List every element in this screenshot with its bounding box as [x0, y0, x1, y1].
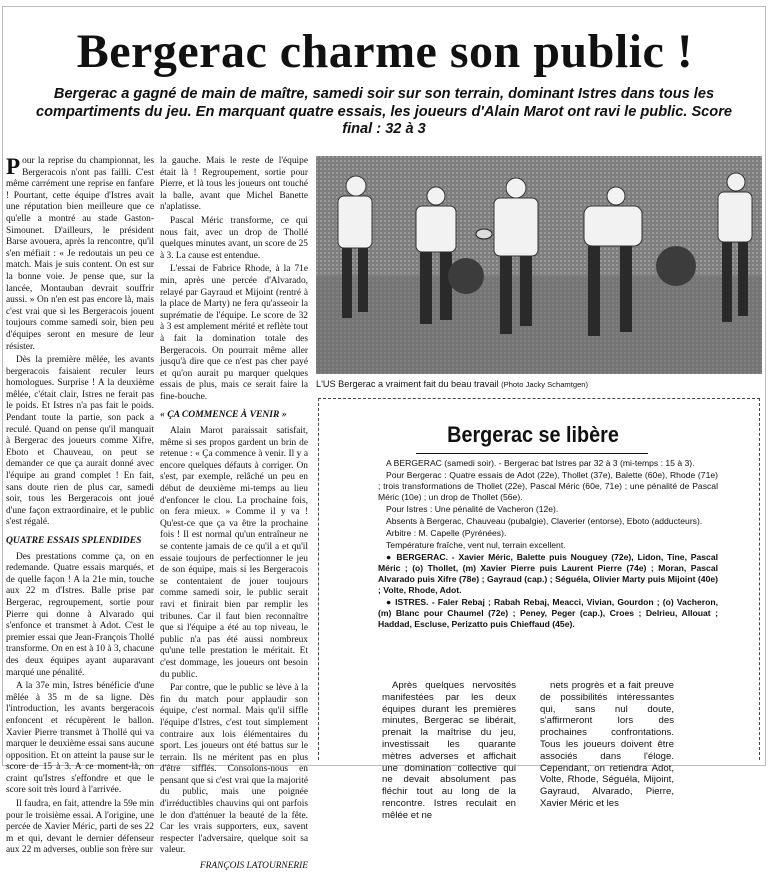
bergerac-lineup-text: Xavier Méric, Balette puis Nouguey (72e), Lidon, Tine, Pascal Méric ; (o) Thollet, (m) Xavier Pierre puis Laurent Pierre (74e) ; Moran, Pascal Alvarado puis Xifre (78e) ; Gayraud (cap.) ; Séguéla, Olivier Marty puis Mijoint (40e) ; Volte, Rhode, Adot.: [378, 552, 718, 595]
box-right-border: [759, 398, 760, 760]
subheading: QUATRE ESSAIS SPLENDIDES: [6, 535, 142, 546]
article-paragraph: Dès la première mêlée, les avants bergeracois faisaient reculer leurs homologues. Surprise ! A la deuxième mêlée, c'était clair, Istres ne ferait pas le poids. Et Istres n'a pas fait le poids. Pendant toute la partie, son pack a reculé. Quand on pense qu'il manquait à Bergerac des joueurs comme Xifre, Eboto et Chauveau, on peut se demander ce que ça aurait donné avec l'équipe au grand complet ! En fait, sans doute rien de plus car, samedi soir, tous les Bergeracois ont joué d'une façon extraordinaire, et le public s'est régalé.: [6, 355, 154, 528]
referee: Arbitre : M. Capelle (Pyrénées).: [386, 528, 507, 538]
istres-lineup-text: Faler Rebaj ; Rabah Rebaj, Meacci, Vivian, Gourdon ; (o) Vacheron, (m) Blanc pour Chaumel (72e) ; Peney, Peger (cap.), Croes ; Delrieu, Allouat ; Haddad, Escluse, Perizatto puis Chieffaud (45e).: [378, 597, 718, 629]
rugby-players-image: [316, 156, 762, 374]
box-paragraph: nets progrès et a fait preuve de possibilités intéressantes qui, sans nul doute, s'affirmeront lors des prochaines confrontations. Tous les joueurs doivent être associés dans l'éloge. Cependant, on retiendra Adot, Volte, Rhode, Séguéla, Mijoint, Gayraud, Alvarado, Pierre, Xavier Méric et les: [540, 680, 674, 809]
box-column-left: [382, 680, 516, 821]
box-top-border: [318, 398, 760, 399]
box-left-border: [318, 398, 319, 760]
istres-lineup: [378, 597, 718, 630]
bergerac-lineup-lead: ● BERGERAC. -: [386, 552, 455, 562]
article-paragraph: Pascal Méric transforme, ce qui nous fait, avec un drop de Thollé quelques minutes avant, un score de 25 à 3. La cause est entendue.: [160, 215, 308, 261]
conditions: Température fraîche, vent nul, terrain excellent.: [386, 540, 566, 550]
article-paragraph: Il faudra, en fait, attendre la 59e min pour le troisième essai. A l'origine, une percée de Xavier Méric, parti de ses 22 m et qui, devant le dernier défenseur aux 22 m adverses, oublie son frère sur: [6, 799, 154, 856]
headline: Bergerac charme son public !: [76, 25, 694, 78]
article-paragraph: la gauche. Mais le reste de l'équipe était là ! Regroupement, sortie pour Pierre, et là tous les joueurs ont touché la balle, avant que Michel Banette n'aplatisse.: [160, 156, 308, 213]
istres-scorers: Pour Istres : Une pénalité de Vacheron (12e).: [386, 504, 559, 514]
subheading: « ÇA COMMENCE À VENIR »: [160, 409, 287, 421]
photo-caption: [316, 378, 762, 392]
article-column-2: [160, 156, 308, 872]
article-paragraph: L'essai de Fabrice Rhode, à la 71e min, après une percée d'Alvarado, relayé par Gayraud et Mijoint (rentré à la place de Marty) ne fera qu'asseoir la suprématie de l'équipe. Le score de 32 à 3 est amplement mérité et reflète tout à fait la domination totale des Bergeracois. On pourrait même aller jusqu'à dire que ce n'est pas cher payé et qu'on aurait pu marquer quelques essais de plus, mais ce serait faire la fine-bouche.: [160, 264, 308, 402]
photo-credit: (Photo Jacky Schamtgen): [501, 380, 589, 389]
deck: Bergerac a gagné de main de maître, samedi soir sur son terrain, dominant Istres dans tous les compartiments du jeu. En marquant quatre essais, les joueurs d'Alain Marot ont ravi le public. Score final : 32 à 3: [35, 86, 733, 137]
box-title: Bergerac se libère: [447, 422, 619, 447]
article-paragraph: A la 37e min, Istres bénéficie d'une mêlée à 35 m de sa ligne. Dès l'introduction, les avants bergeracois enfoncent et récupèrent le ballon. Xavier Pierre transmet à Thollé qui va marquer le deuxième essai sans aucune opposition. Et on atteint la pause sur le score de 15 à 3. A ce moment-là, on craint qu'Istres s'effondre et que le score soit très lourd à l'arrivée.: [6, 681, 154, 796]
author-signature: FRANÇOIS LATOURNERIE: [199, 861, 308, 872]
article-column-1: [6, 154, 154, 856]
match-report-box: [318, 398, 760, 821]
bergerac-lineup: [378, 552, 718, 596]
bergerac-scorers: Pour Bergerac : Quatre essais de Adot (22e), Thollet (37e), Balette (60e), Rhode (71e) ; trois transformations de Thollet (22e), Pascal Méric (60e, 71e) ; une pénalité de Pascal Méric (10e) ; un drop de Thollet (56e).: [378, 470, 718, 502]
box-title-underline: [416, 453, 648, 454]
result-line: A BERGERAC (samedi soir). - Bergerac bat Istres par 32 à 3 (mi-temps : 15 à 3).: [386, 458, 695, 468]
article-paragraph: Alain Marot paraissait satisfait, même si ses propos gardent un brin de retenue : « Ça commence à venir. Il y a encore quelques défauts à corriger. On s'est, par exemple, relâché un peu en début de deuxième mi-temps au lieu d'enfoncer le clou. La prochaine fois, on fera mieux. » Comme il y va ! Qu'est-ce que ça va être la prochaine fois ! Il est normal qu'un entraîneur ne se contente jamais de ce qu'il a et qu'il essaie toujours de perfectionner le jeu de son équipe, mais si les Bergeracois se contentaient de jouer toujours comme samedi soir, le public serait ravi et finirait bien par remplir les tribunes. Car il faut bien reconnaître que si l'équipe a été au top niveau, le public n'a pas été aussi nombreux qu'une telle prestation le méritait. Et c'est dommage, les joueurs ont besoin du public.: [160, 426, 308, 680]
absents: Absents à Bergerac, Chauveau (pubalgie), Claverier (entorse), Eboto (adducteurs).: [386, 516, 703, 526]
drop-cap: P: [6, 154, 21, 179]
article-paragraph: Par contre, que le public se lève à la fin du match pour applaudir son équipe, c'est normal. Mais qu'il siffle l'équipe d'Istres, c'est tout simplement contraire aux lois élémentaires du sport. Les joueurs ont été battus sur le terrain. Ils ne méritent pas en plus d'être sifflés. Consolons-nous en pensant que si c'est vrai que la majorité du public, mais une poignée d'irréductibles chauvins qui ont parfois le don d'atténuer la beauté de la fête. Car les vrais supporters, eux, savent respecter l'adversaire, quelque soit sa valeur.: [160, 683, 308, 856]
box-column-right: [540, 680, 674, 809]
match-facts: [378, 458, 718, 630]
box-paragraph: Après quelques nervosités manifestées par les deux équipes durant les premières minutes, Bergerac se libérait, prenait la maîtrise du jeu, investissait les quarante mètres adverses et affichait une domination collective qui ne devait absolument pas fléchir tout au long de la rencontre. Istres reculait en mêlée et ne: [382, 680, 516, 821]
article-paragraph: Des prestations comme ça, on en redemande. Quatre essais marqués, et de quelle façon ! A la 21e min, touche aux 22 m d'Istres. Balle prise par Bergerac, regroupement, sortie pour Pierre qui donne à Alvarado qui s'enfonce et transmet à Adot. C'est le premier essai que Jean-François Thollé transforme. On en est à 10 à 3, chacune des deux équipes ayant auparavant marqué une pénalité.: [6, 551, 154, 678]
caption-text: L'US Bergerac a vraiment fait du beau travail: [316, 379, 499, 389]
article-paragraph: our la reprise du championnat, les Bergeracois n'ont pas failli. C'est même carrément une reprise en fanfare ! Pourtant, cette équipe d'Istres avait une réputation bien meilleure que ce qu'elle a montré au stade Gaston-Simounet. D'ailleurs, le président Barse avouera, après la rencontre, qu'il s'en méfiait : « Je redoutais un peu ce match. Mais je suis content. On est sur la bonne voie. Je pense que, sur la lancée, Montauban devrait souffrir aussi. » On n'en est pas encore là, mais c'est vrai que si les Bergeracois jouent toujours comme samedi soir, bien peu d'équipes seront en mesure de leur résister.: [6, 156, 154, 352]
rugby-photo: [316, 156, 762, 374]
istres-lineup-lead: ● ISTRES. -: [386, 597, 435, 607]
